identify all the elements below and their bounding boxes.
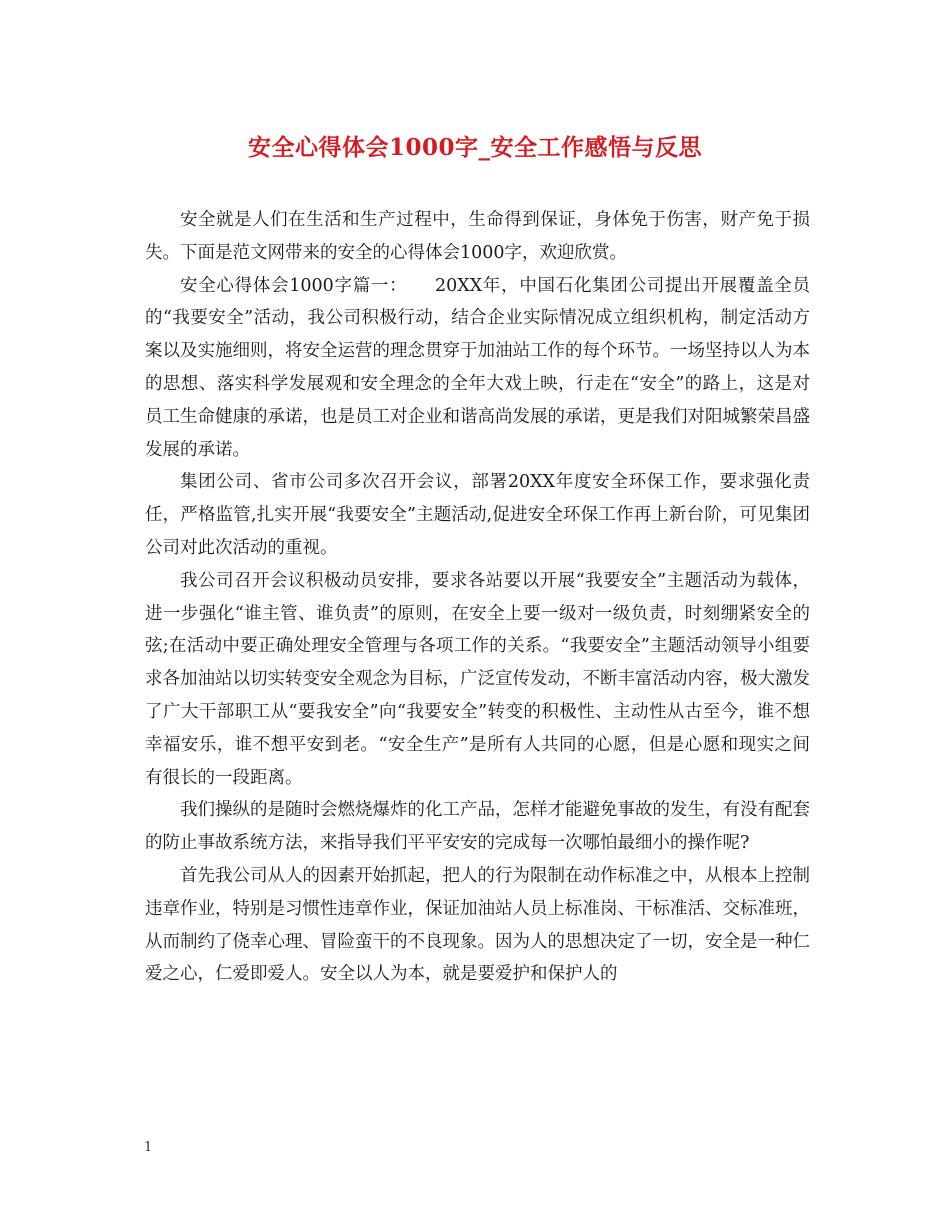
paragraph: 集团公司、省市公司多次召开会议，部署20XX年度安全环保工作，要求强化责任，严格监管,扎实开展“我要安全”主题活动,促进安全环保工作再上新台阶，可见集团公司对此次活动的重视。 xyxy=(145,472,810,558)
paragraph: 首先我公司从人的因素开始抓起，把人的行为限制在动作标准之中，从根本上控制违章作业，特别是习惯性违章作业，保证加油站人员上标准岗、干标准活、交标准班，从而制约了侥幸心理、冒险蛮干的不良现象。因为人的思想决定了一切，安全是一种仁爱之心，仁爱即爱人。安全以人为本，就是要爱护和保护人的 xyxy=(145,865,810,985)
document-body xyxy=(145,204,810,991)
page-number: 1 xyxy=(144,1140,153,1155)
paragraph: 我们操纵的是随时会燃烧爆炸的化工产品，怎样才能避免事故的发生，有没有配套的防止事故系统方法，来指导我们平平安安的完成每一次哪怕最细小的操作呢? xyxy=(145,800,810,854)
paragraph: 安全心得体会1000字篇一： 20XX年，中国石化集团公司提出开展覆盖全员的“我要安全”活动，我公司积极行动，结合企业实际情况成立组织机构，制定活动方案以及实施细则，将安全运营的理念贯穿于加油站工作的每个环节。一场坚持以人为本的思想、落实科学发展观和安全理念的全年大戏上映，行走在“安全”的路上，这是对员工生命健康的承诺，也是员工对企业和谐高尚发展的承诺，更是我们对阳城繁荣昌盛发展的承诺。 xyxy=(145,275,810,460)
paragraph: 我公司召开会议积极动员安排，要求各站要以开展“我要安全”主题活动为载体，进一步强化“谁主管、谁负责”的原则，在安全上要一级对一级负责，时刻绷紧安全的弦;在活动中要正确处理安全管理与各项工作的关系。“我要安全”主题活动领导小组要求各加油站以切实转变安全观念为目标，广泛宣传发动，不断丰富活动内容，极大激发了广大干部职工从“要我安全”向“我要安全”转变的积极性、主动性从古至今，谁不想幸福安乐，谁不想平安到老。“安全生产”是所有人共同的心愿，但是心愿和现实之间有很长的一段距离。 xyxy=(145,570,810,788)
document-title: 安全心得体会1000字_安全工作感悟与反思 xyxy=(247,134,702,161)
paragraph: 安全就是人们在生活和生产过程中，生命得到保证，身体免于伤害，财产免于损失。下面是范文网带来的安全的心得体会1000字，欢迎欣赏。 xyxy=(145,210,810,263)
